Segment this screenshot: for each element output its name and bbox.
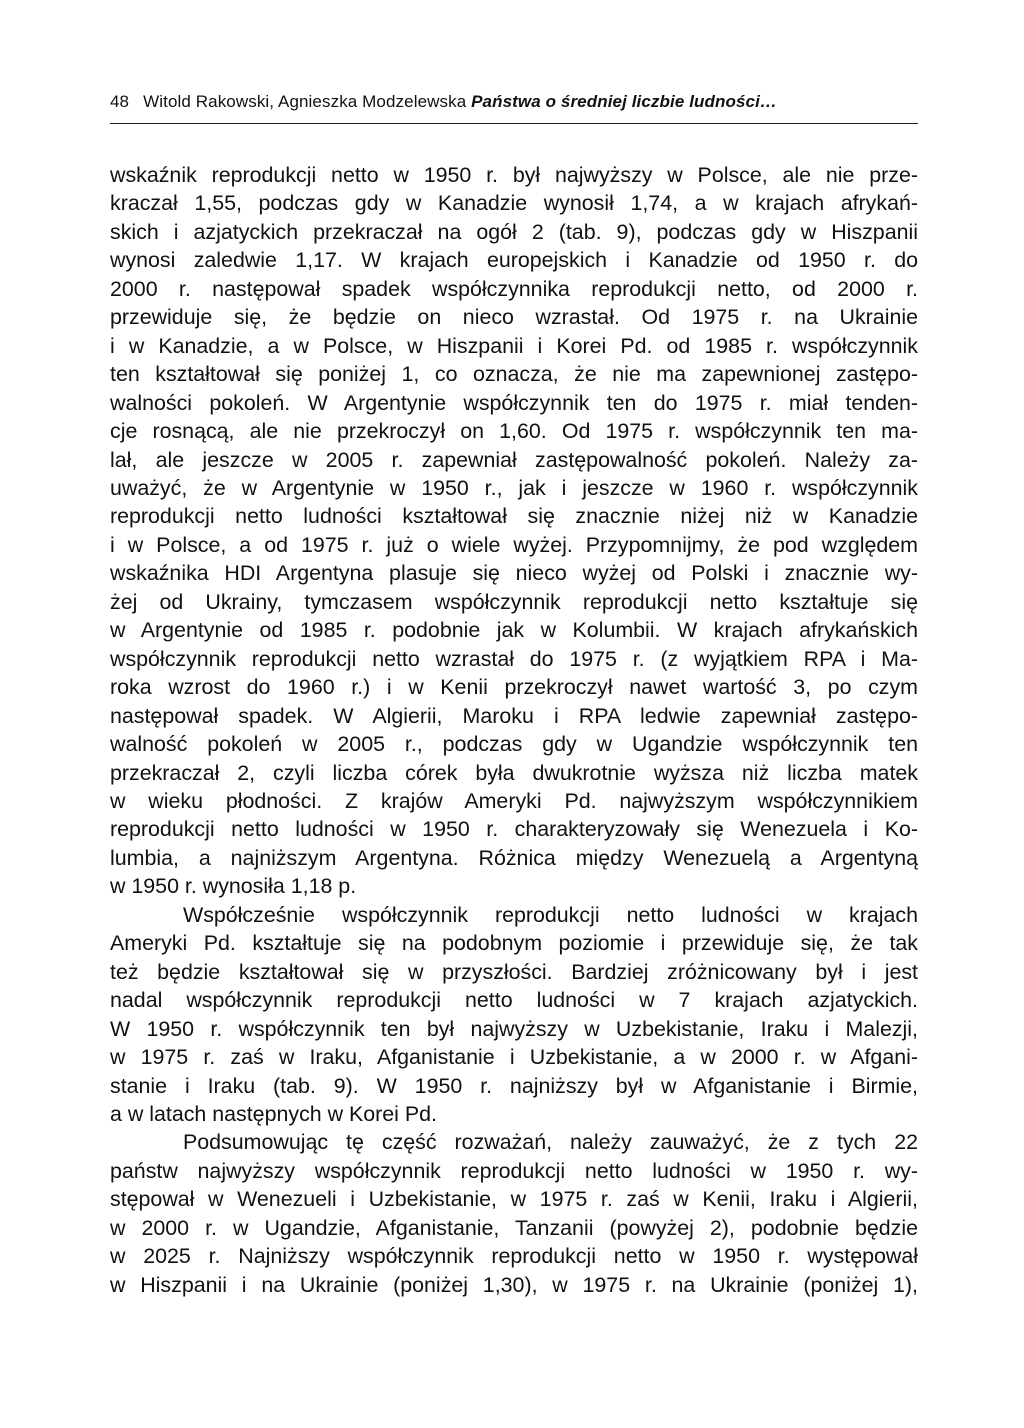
text-line: współczynnik reprodukcji netto wzrastał do 1975 r. (z wyjątkiem RPA i Ma- [110, 646, 918, 671]
text-line: i w Polsce, a od 1975 r. już o wiele wyżej. Przypomnijmy, że pod względem [110, 532, 918, 557]
text-line: walności pokoleń. W Argentynie współczynnik ten do 1975 r. miał tenden- [110, 390, 918, 415]
text-line: kraczał 1,55, podczas gdy w Kanadzie wynosił 1,74, a w krajach afrykań- [110, 191, 918, 216]
text-line: Współcześnie współczynnik reprodukcji netto ludności w krajach [183, 902, 918, 927]
text-line: i w Kanadzie, a w Polsce, w Hiszpanii i Korei Pd. od 1985 r. współczynnik [110, 333, 918, 358]
text-line: w 2000 r. w Ugandzie, Afganistanie, Tanzanii (powyżej 2), podobnie będzie [110, 1215, 918, 1240]
paragraph [110, 1128, 918, 1299]
text-line: następował spadek. W Algierii, Maroku i RPA ledwie zapewniał zastępo- [110, 703, 918, 728]
text-line: też będzie kształtował się w przyszłości. Bardziej zróżnicowany był i jest [110, 959, 918, 984]
text-line: walność pokoleń w 2005 r., podczas gdy w Ugandzie współczynnik ten [110, 732, 918, 757]
paragraph [110, 901, 918, 1129]
text-line: W 1950 r. współczynnik ten był najwyższy w Uzbekistanie, Iraku i Malezji, [110, 1016, 918, 1041]
header-rule [110, 123, 918, 124]
text-line: lał, ale jeszcze w 2005 r. zapewniał zastępowalność pokoleń. Należy za- [110, 447, 918, 472]
text-line: stępował w Wenezueli i Uzbekistanie, w 1975 r. zaś w Kenii, Iraku i Algierii, [110, 1187, 918, 1212]
text-line: cje rosnącą, ale nie przekroczył on 1,60. Od 1975 r. współczynnik ten ma- [110, 419, 918, 444]
text-line: reprodukcji netto ludności w 1950 r. charakteryzowały się Wenezuela i Ko- [110, 817, 918, 842]
text-line: w Argentynie od 1985 r. podobnie jak w Kolumbii. W krajach afrykańskich [110, 618, 918, 643]
text-line: wskaźnik reprodukcji netto w 1950 r. był najwyższy w Polsce, ale nie prze- [110, 163, 918, 187]
text-line: państw najwyższy współczynnik reprodukcji netto ludności w 1950 r. wy- [110, 1158, 918, 1183]
text-line: lumbia, a najniższym Argentyna. Różnica między Wenezuelą a Argentyną [110, 845, 918, 870]
text-line: a w latach następnych w Korei Pd. [110, 1101, 437, 1126]
text-line: w Hiszpanii i na Ukrainie (poniżej 1,30), w 1975 r. na Ukrainie (poniżej 1), [110, 1272, 918, 1297]
running-header [110, 90, 918, 114]
text-line: w 1975 r. zaś w Iraku, Afganistanie i Uzbekistanie, a w 2000 r. w Afgani- [110, 1045, 918, 1070]
text-line: ten kształtował się poniżej 1, co oznacza, że nie ma zapewnionej zastępo- [110, 362, 918, 387]
header-authors: Witold Rakowski, Agnieszka Modzelewska [143, 92, 467, 111]
text-line: roka wzrost do 1960 r.) i w Kenii przekroczył nawet wartość 3, po czym [110, 675, 918, 700]
text-line: w 1950 r. wynosiła 1,18 p. [110, 874, 357, 899]
text-line: żej od Ukrainy, tymczasem współczynnik reprodukcji netto kształtuje się [110, 589, 918, 614]
text-line: przewiduje się, że będzie on nieco wzrastał. Od 1975 r. na Ukrainie [110, 305, 918, 330]
text-line: w wieku płodności. Z krajów Ameryki Pd. najwyższym współczynnikiem [110, 788, 918, 813]
text-line: nadal współczynnik reprodukcji netto ludności w 7 krajach azjatyckich. [110, 988, 918, 1013]
text-line: uważyć, że w Argentynie w 1950 r., jak i jeszcze w 1960 r. współczynnik [110, 475, 918, 500]
text-line: Ameryki Pd. kształtuje się na podobnym poziomie i przewiduje się, że tak [110, 931, 918, 956]
text-line: stanie i Iraku (tab. 9). W 1950 r. najniższy był w Afganistanie i Birmie, [110, 1073, 918, 1098]
header-title: Państwa o średniej liczbie ludności… [471, 92, 777, 111]
text-line: 2000 r. następował spadek współczynnika reprodukcji netto, od 2000 r. [110, 276, 918, 301]
text-line: skich i azjatyckich przekraczał na ogół 2 (tab. 9), podczas gdy w Hiszpanii [110, 219, 918, 244]
body-text [110, 161, 918, 1299]
page-number: 48 [110, 92, 130, 111]
text-line: reprodukcji netto ludności kształtował się znacznie niżej niż w Kanadzie [110, 504, 918, 529]
paragraph [110, 161, 918, 901]
text-line: wynosi zaledwie 1,17. W krajach europejskich i Kanadzie od 1950 r. do [110, 248, 918, 273]
text-line: Podsumowując tę część rozważań, należy zauważyć, że z tych 22 [183, 1130, 918, 1155]
text-line: przekraczał 2, czyli liczba córek była dwukrotnie wyższa niż liczba matek [110, 760, 918, 785]
text-line: wskaźnika HDI Argentyna plasuje się nieco wyżej od Polski i znacznie wy- [110, 561, 918, 586]
text-line: w 2025 r. Najniższy współczynnik reprodukcji netto w 1950 r. występował [110, 1244, 918, 1269]
